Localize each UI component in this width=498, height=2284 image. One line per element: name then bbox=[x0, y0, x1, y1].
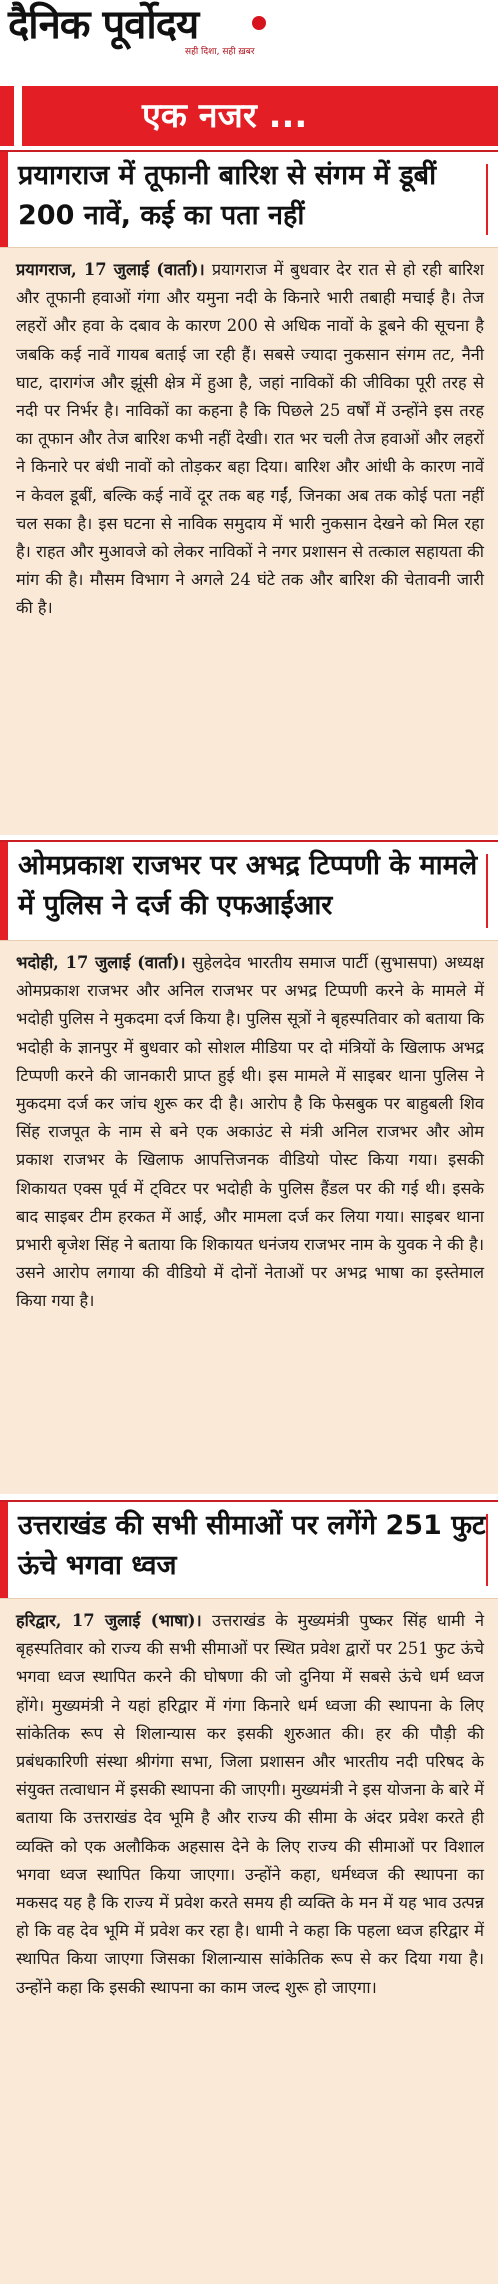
article-2-body-box bbox=[0, 940, 498, 1494]
article-3-dateline: हरिद्वार, 17 जुलाई (भाषा)। bbox=[16, 1611, 213, 1630]
headline-side-rule bbox=[486, 164, 488, 235]
article-2-headline: ओमप्रकाश राजभर पर अभद्र टिप्पणी के मामले में पुलिस ने दर्ज की एफआईआर bbox=[18, 850, 478, 921]
masthead-title: दैनिक पूर्वोदय bbox=[8, 2, 199, 48]
article-1-headline: प्रयागराज में तूफानी बारिश से संगम में डूबीं 200 नावें, कई का पता नहीं bbox=[18, 160, 437, 231]
article-3-text: उत्तराखंड के मुख्यमंत्री पुष्कर सिंह धामी ने बृहस्पतिवार को राज्य की सभी सीमाओं पर स्थित प्रवेश द्वारों पर 251 फुट ऊंचे भगवा ध्वज स्थापित करने की घोषणा की जो दुनिया में सबसे ऊंचे धर्म ध्वज होंगे। मुख्यमंत्री ने यहां हरिद्वार में गंगा किनारे धर्म ध्वजा की स्थापना के लिए सांकेतिक रूप से शिलान्यास कर इसकी शुरुआत की। हर की पौड़ी की प्रबंधकारिणी संस्था श्रीगंगा सभा, जिला प्रशासन और भारतीय नदी परिषद के संयुक्त तत्वाधान में इसकी स्थापना की जाएगी। मुख्यमंत्री ने इस योजना के बारे में बताया कि उत्तराखंड देव भूमि है और राज्य की सीमा के अंदर प्रवेश करते ही व्यक्ति को एक अलौकिक अहसास देने के लिए राज्य की सीमाओं पर विशाल भगवा ध्वज स्थापित किया जाएगा। उन्होंने कहा, धर्मध्वज की स्थापना का मकसद यह है कि राज्य में प्रवेश करते समय ही व्यक्ति के मन में यह भाव उत्पन्न हो कि वह देव भूमि में प्रवेश कर रहा है। धामी ने कहा कि पहला ध्वज हरिद्वार में स्थापित किया जाएगा जिसका शिलान्यास सांकेतिक रूप से कर दिया गया है। उन्होंने कहा कि इसकी स्थापना का काम जल्द शुरू हो जाएगा। bbox=[16, 1611, 484, 1997]
article-3-headline: उत्तराखंड की सभी सीमाओं पर लगेंगे 251 फुट ऊंचे भगवा ध्वज bbox=[18, 1510, 486, 1581]
article-1-dateline: प्रयागराज, 17 जुलाई (वार्ता)। bbox=[16, 260, 212, 279]
logo-dot-icon bbox=[252, 16, 266, 30]
headline-side-rule bbox=[486, 1514, 488, 1586]
section-banner-inner bbox=[14, 86, 498, 146]
article-2-body bbox=[16, 949, 484, 1316]
article-1-body-box bbox=[0, 247, 498, 835]
headline-accent-bar bbox=[0, 152, 8, 247]
article-2-headline-box bbox=[0, 840, 498, 940]
article-2-dateline: भदोही, 17 जुलाई (वार्ता)। bbox=[16, 953, 193, 972]
headline-accent-bar bbox=[0, 842, 8, 940]
article-2-text: सुहेलदेव भारतीय समाज पार्टी (सुभासपा) अध्यक्ष ओमप्रकाश राजभर और अनिल राजभर पर अभद्र टिप्पणी करने के मामले में भदोही पुलिस ने मुकदमा दर्ज किया है। पुलिस सूत्रों ने बृहस्पतिवार को बताया कि भदोही के ज्ञानपुर में बुधवार को सोशल मीडिया पर दो मंत्रियों के खिलाफ अभद्र टिप्पणी करने की जानकारी प्राप्त हुई थी। इस मामले में साइबर थाना पुलिस ने मुकदमा दर्ज कर जांच शुरू कर दी है। आरोप है कि फेसबुक पर बाहुबली शिव सिंह राजपूत के नाम से बने एक अकाउंट से मंत्री अनिल राजभर और ओम प्रकाश राजभर के खिलाफ आपत्तिजनक वीडियो पोस्ट किया गया। इसकी शिकायत एक्स पूर्व में ट्विटर पर भदोही के पुलिस हैंडल पर की गई थी। इसके बाद साइबर टीम हरकत में आई, और मामला दर्ज कर लिया गया। साइबर थाना प्रभारी बृजेश सिंह ने बताया कि शिकायत धनंजय राजभर नाम के युवक ने की है। उसने आरोप लगाया की वीडियो में दोनों नेताओं पर अभद्र भाषा का इस्तेमाल किया गया है। bbox=[16, 953, 485, 1311]
masthead-logo bbox=[8, 2, 198, 48]
article-3-body-box bbox=[0, 1598, 498, 2284]
headline-accent-bar bbox=[0, 1502, 8, 1598]
article-3-headline-box bbox=[0, 1500, 498, 1598]
article-1-body bbox=[16, 256, 484, 623]
masthead-tagline: सही दिशा, सही ख़बर bbox=[185, 47, 255, 57]
masthead bbox=[0, 0, 498, 80]
article-3-body bbox=[16, 1607, 484, 2002]
section-title: एक नजर ... bbox=[142, 96, 308, 136]
article-1-headline-box bbox=[0, 150, 498, 247]
headline-side-rule bbox=[486, 854, 488, 928]
section-banner bbox=[0, 86, 498, 146]
article-1-text: प्रयागराज में बुधवार देर रात से हो रही बारिश और तूफानी हवाओं गंगा और यमुना नदी के किनारे भारी तबाही मचाई है। तेज लहरों और हवा के दबाव के कारण 200 से अधिक नावों के डूबने की सूचना है जबकि कई नावें गायब बताई जा रही हैं। सबसे ज्यादा नुकसान संगम तट, नैनी घाट, दारागंज और झूंसी क्षेत्र में हुआ है, जहां नाविकों की जीविका पूरी तरह से नदी पर निर्भर है। नाविकों का कहना है कि पिछले 25 वर्षों में उन्होंने इस तरह का तूफान और तेज बारिश कभी नहीं देखी। रात भर चली तेज हवाओं और लहरों ने किनारे पर बंधी नावों को तोड़कर बहा दिया। बारिश और आंधी के कारण नावें न केवल डूबीं, बल्कि कई नावें दूर तक बह गईं, जिनका अब तक कोई पता नहीं चल सका है। इस घटना से नाविक समुदाय में भारी नुकसान देखने को मिल रहा है। राहत और मुआवजे को लेकर नाविकों ने नगर प्रशासन से तत्काल सहायता की मांग की है। मौसम विभाग ने अगले 24 घंटे तक और बारिश की चेतावनी जारी की है। bbox=[16, 260, 484, 618]
